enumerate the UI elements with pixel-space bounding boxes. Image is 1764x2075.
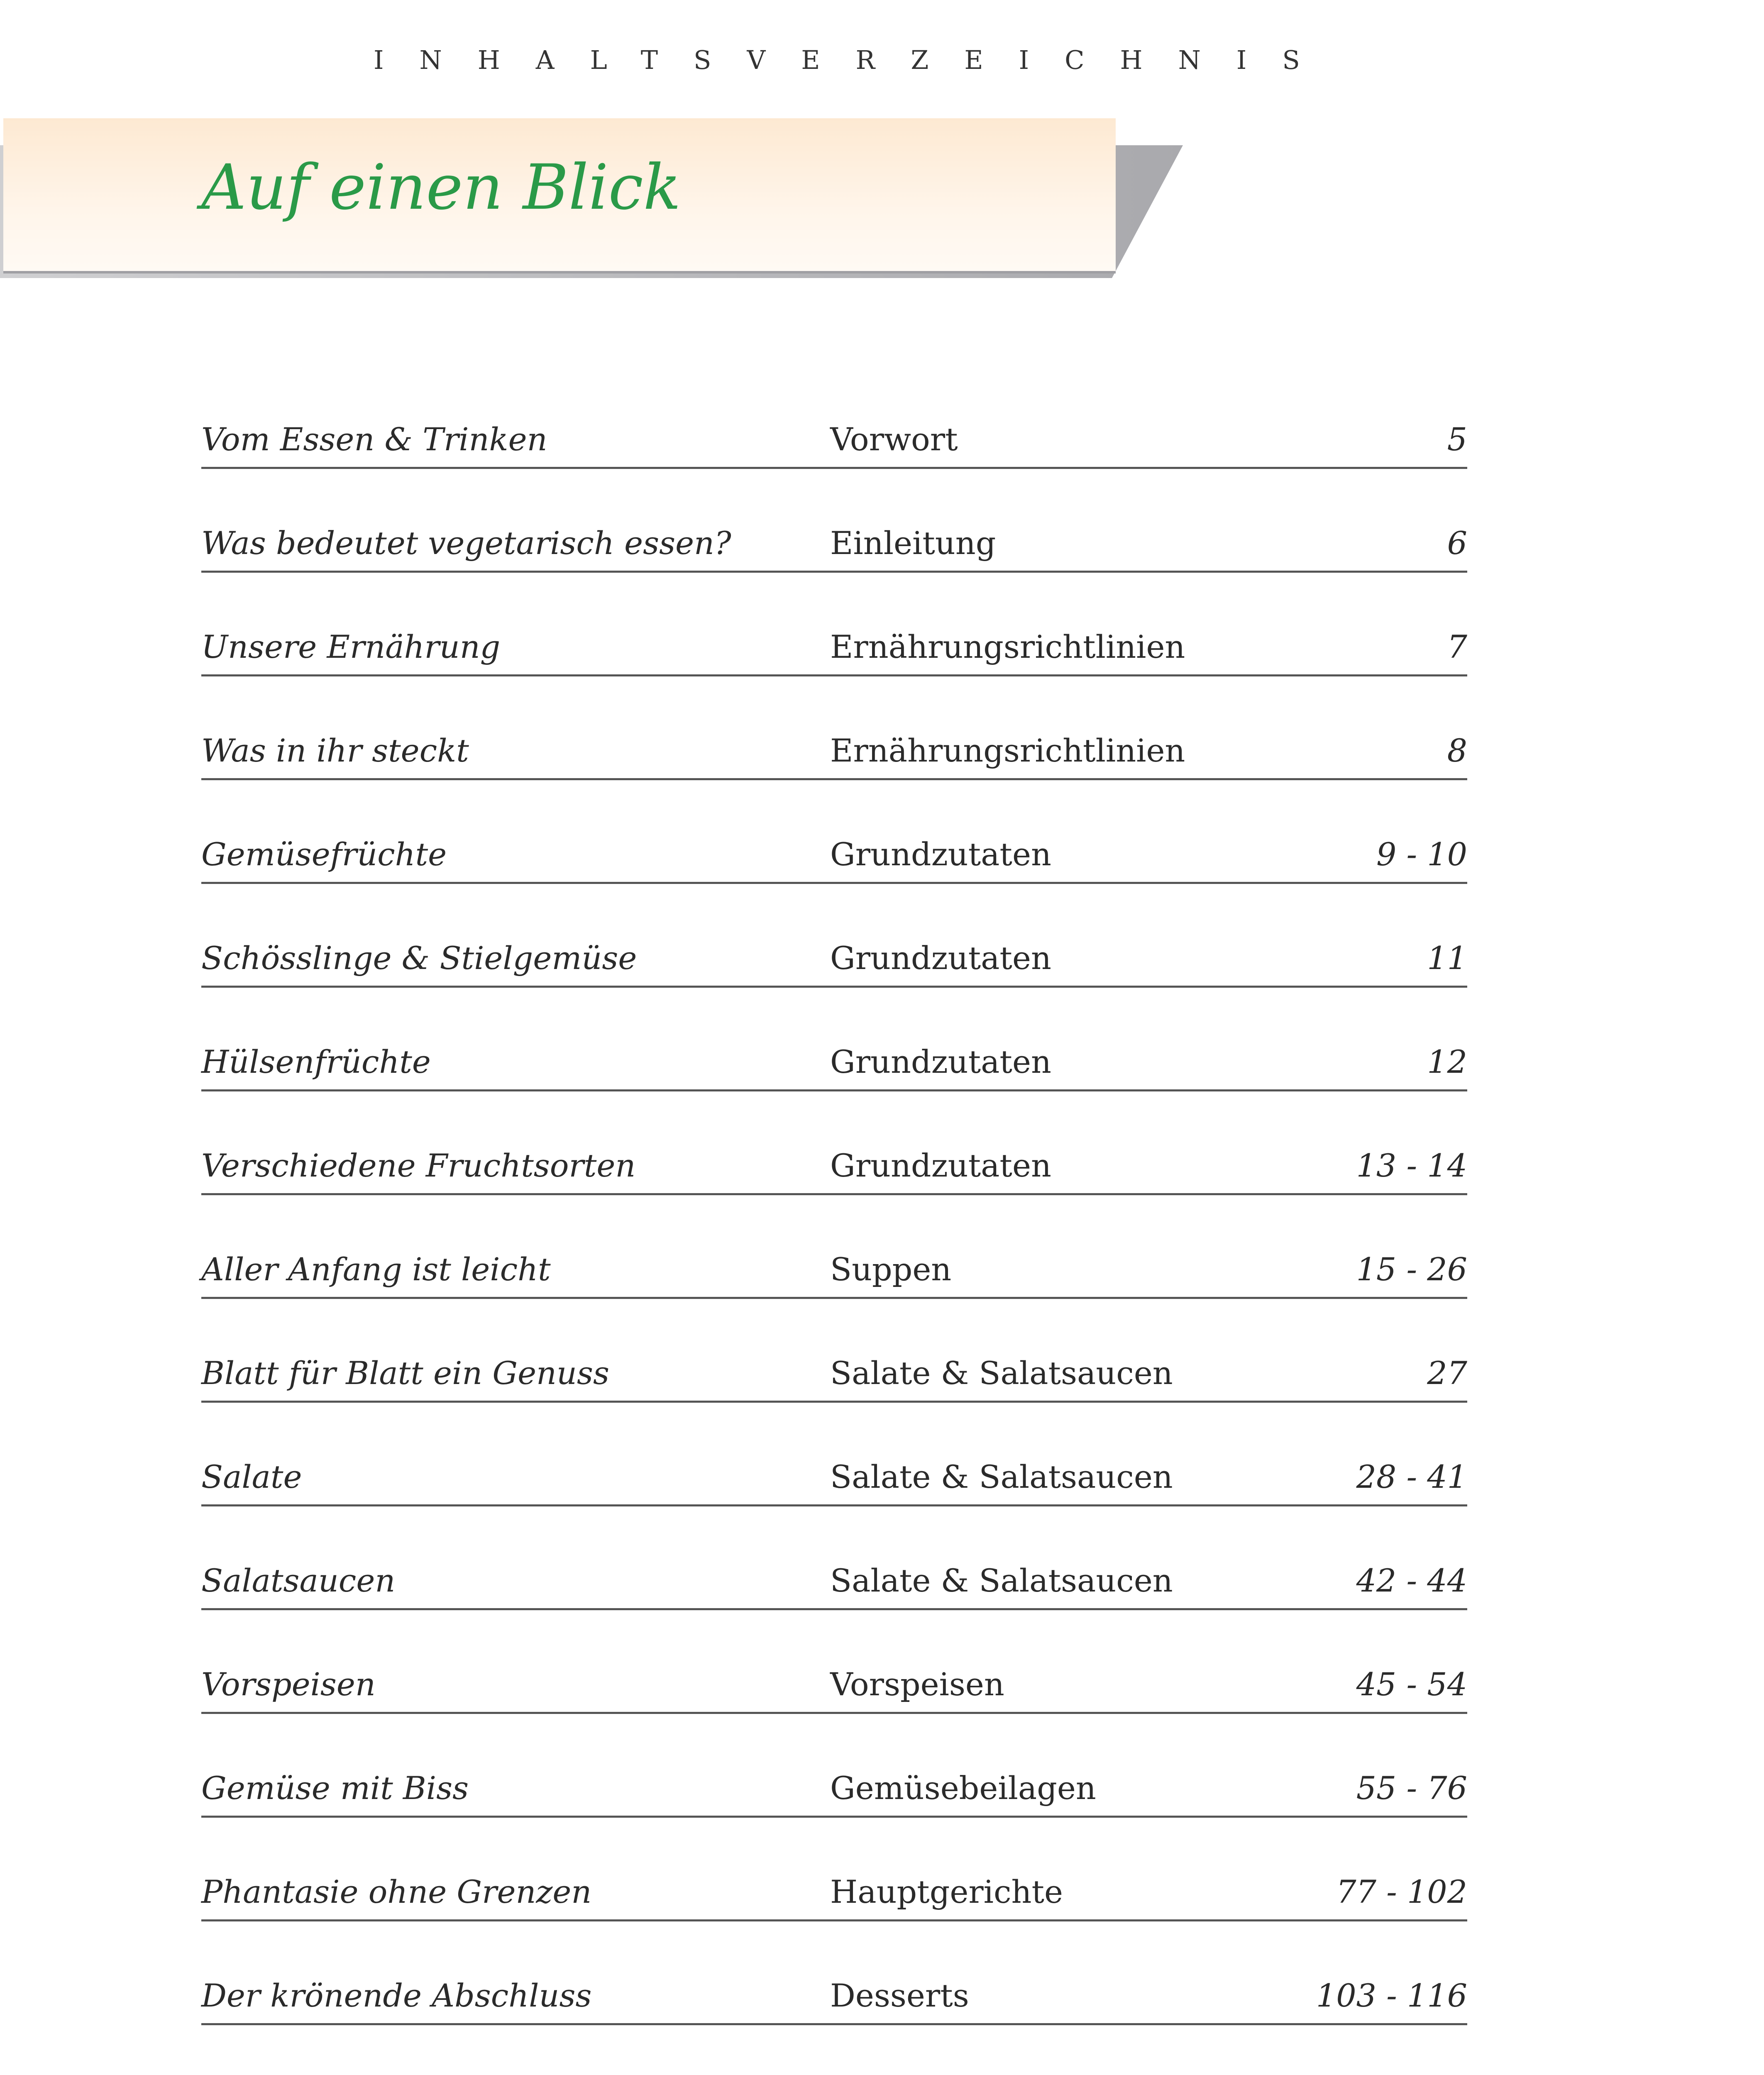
toc-entry-title: Gemüsefrüchte — [201, 836, 447, 873]
toc-row[interactable] — [201, 365, 1467, 469]
toc-entry-pages: 6 — [1447, 525, 1467, 561]
toc-row[interactable] — [201, 573, 1467, 676]
toc-entry-category: Vorwort — [830, 421, 958, 458]
running-head: INHALTSVERZEICHNIS — [374, 45, 1336, 75]
toc-row[interactable] — [201, 988, 1467, 1091]
toc-row[interactable] — [201, 1921, 1467, 2025]
toc-row[interactable] — [201, 1299, 1467, 1403]
toc-entry-category: Grundzutaten — [830, 836, 1051, 873]
toc-entry-category: Grundzutaten — [830, 1043, 1051, 1080]
toc-entry-pages: 28 - 41 — [1356, 1458, 1467, 1495]
toc-entry-title: Vom Essen & Trinken — [201, 421, 547, 458]
toc-entry-category: Grundzutaten — [830, 940, 1051, 976]
toc-entry-pages: 11 — [1427, 940, 1467, 976]
toc-entry-category: Ernährungsrichtlinien — [830, 732, 1185, 769]
toc-entry-title: Blatt für Blatt ein Genuss — [201, 1355, 609, 1391]
toc-row[interactable] — [201, 884, 1467, 988]
toc-entry-title: Schösslinge & Stielgemüse — [201, 940, 637, 976]
toc-entry-category: Salate & Salatsaucen — [830, 1458, 1173, 1495]
toc-row[interactable] — [201, 1714, 1467, 1818]
toc-entry-category: Grundzutaten — [830, 1147, 1051, 1184]
toc-entry-title: Gemüse mit Biss — [201, 1770, 469, 1806]
toc-entry-title: Vorspeisen — [201, 1666, 376, 1703]
toc-entry-pages: 13 - 14 — [1356, 1147, 1467, 1184]
toc-entry-category: Desserts — [830, 1977, 969, 2014]
toc-entry-title: Der krönende Abschluss — [201, 1977, 592, 2014]
toc-row[interactable] — [201, 1610, 1467, 1714]
toc-entry-category: Hauptgerichte — [830, 1873, 1063, 1910]
toc-row[interactable] — [201, 469, 1467, 573]
table-of-contents — [201, 365, 1467, 2025]
toc-entry-pages: 27 — [1427, 1355, 1467, 1391]
toc-entry-title: Phantasie ohne Grenzen — [201, 1873, 592, 1910]
toc-entry-pages: 7 — [1447, 628, 1467, 665]
toc-entry-pages: 77 - 102 — [1336, 1873, 1467, 1910]
toc-entry-title: Was in ihr steckt — [201, 732, 469, 769]
toc-entry-title: Aller Anfang ist leicht — [201, 1251, 551, 1288]
toc-entry-category: Vorspeisen — [830, 1666, 1004, 1703]
toc-entry-category: Ernährungsrichtlinien — [830, 628, 1185, 665]
toc-row[interactable] — [201, 780, 1467, 884]
toc-entry-pages: 15 - 26 — [1356, 1251, 1467, 1288]
toc-entry-title: Hülsenfrüchte — [201, 1043, 431, 1080]
toc-entry-pages: 5 — [1447, 421, 1467, 458]
toc-entry-pages: 9 - 10 — [1376, 836, 1467, 873]
toc-row[interactable] — [201, 1091, 1467, 1195]
toc-row[interactable] — [201, 1506, 1467, 1610]
toc-entry-category: Gemüsebeilagen — [830, 1770, 1096, 1806]
toc-entry-title: Verschiedene Fruchtsorten — [201, 1147, 636, 1184]
page-title: Auf einen Blick — [201, 151, 681, 224]
toc-entry-pages: 42 - 44 — [1356, 1562, 1467, 1599]
toc-entry-pages: 103 - 116 — [1316, 1977, 1467, 2014]
toc-row[interactable] — [201, 676, 1467, 780]
toc-entry-category: Einleitung — [830, 525, 996, 561]
toc-row[interactable] — [201, 1403, 1467, 1506]
toc-entry-pages: 8 — [1447, 732, 1467, 769]
toc-entry-category: Suppen — [830, 1251, 952, 1288]
toc-entry-title: Salate — [201, 1458, 302, 1495]
toc-entry-title: Was bedeutet vegetarisch essen? — [201, 525, 731, 561]
toc-row[interactable] — [201, 1818, 1467, 1921]
toc-row[interactable] — [201, 1195, 1467, 1299]
toc-entry-title: Unsere Ernährung — [201, 628, 501, 665]
toc-entry-title: Salatsaucen — [201, 1562, 396, 1599]
toc-entry-category: Salate & Salatsaucen — [830, 1562, 1173, 1599]
toc-entry-pages: 12 — [1427, 1043, 1467, 1080]
toc-entry-pages: 45 - 54 — [1356, 1666, 1467, 1703]
toc-entry-category: Salate & Salatsaucen — [830, 1355, 1173, 1391]
toc-entry-pages: 55 - 76 — [1356, 1770, 1467, 1806]
